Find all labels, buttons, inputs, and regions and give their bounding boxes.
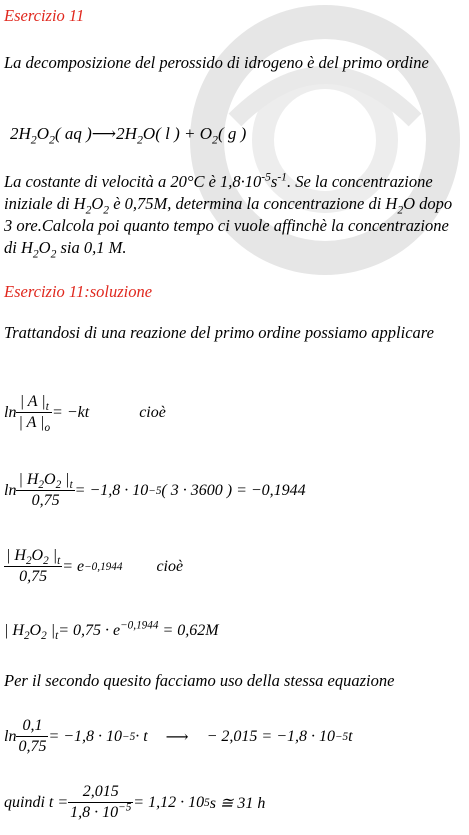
equation-2: ln $\frac{| H_2O_2 |_t}{0,75}$ = −1,8 · 10 −5 ( 3 · 3600 ) = −0,1944 xyxy=(4,471,306,509)
solution-title: Esercizio 11:soluzione xyxy=(4,282,153,301)
intro-text: La decomposizione del perossido di idrogeno è del primo ordine xyxy=(4,53,429,72)
equation-4: | $H_2O_2$ $|_t= 0,75 \cdot e^{-0,1944} = 0,62M$ xyxy=(4,619,219,643)
equation-3: $\frac{| H_2O_2 |_t}{0,75}$ = e −0,1944 cioè xyxy=(6,547,184,585)
equation-5: ln $\frac{0,1}{0,75}$ = −1,8 · 10 −5 · t ⟶ − 2,015 = −1,8 · 10 −5 t xyxy=(4,717,353,755)
problem-text: La costante di velocità a 20°C è $1,8\cdot 10^{-5}s^{-1}$. Se la concentrazione iniziale di $H_2O_2$ è 0,75M, determina la concentrazione di $H_2O$ dopo 3 ore.Calcola poi quanto tempo ci vuole affinchè la concentrazione di $H_2O_2$ sia 0,1 M. xyxy=(4,171,453,261)
equation-1: ln $\frac{| A |_t}{| A |_o}$ = −kt cioè xyxy=(4,393,166,435)
equation-6: quindi t = $\frac{2,015}{1,8 \cdot 10^{-5}}$ = 1,12 · 10 5 s ≅ 31 h xyxy=(4,783,266,821)
implies-arrow-icon: ⟶ xyxy=(165,728,189,746)
second-intro: Per il secondo quesito facciamo uso della stessa equazione xyxy=(4,671,395,690)
reaction-arrow-icon: ⟶ xyxy=(91,124,117,143)
exercise-title: Esercizio 11 xyxy=(4,6,85,25)
reaction-equation: $2H_2O_2$( aq )$⟶2H_2O$( l ) + $O_2$( g ) xyxy=(10,124,247,147)
solution-intro: Trattandosi di una reazione del primo ordine possiamo applicare xyxy=(4,323,434,342)
